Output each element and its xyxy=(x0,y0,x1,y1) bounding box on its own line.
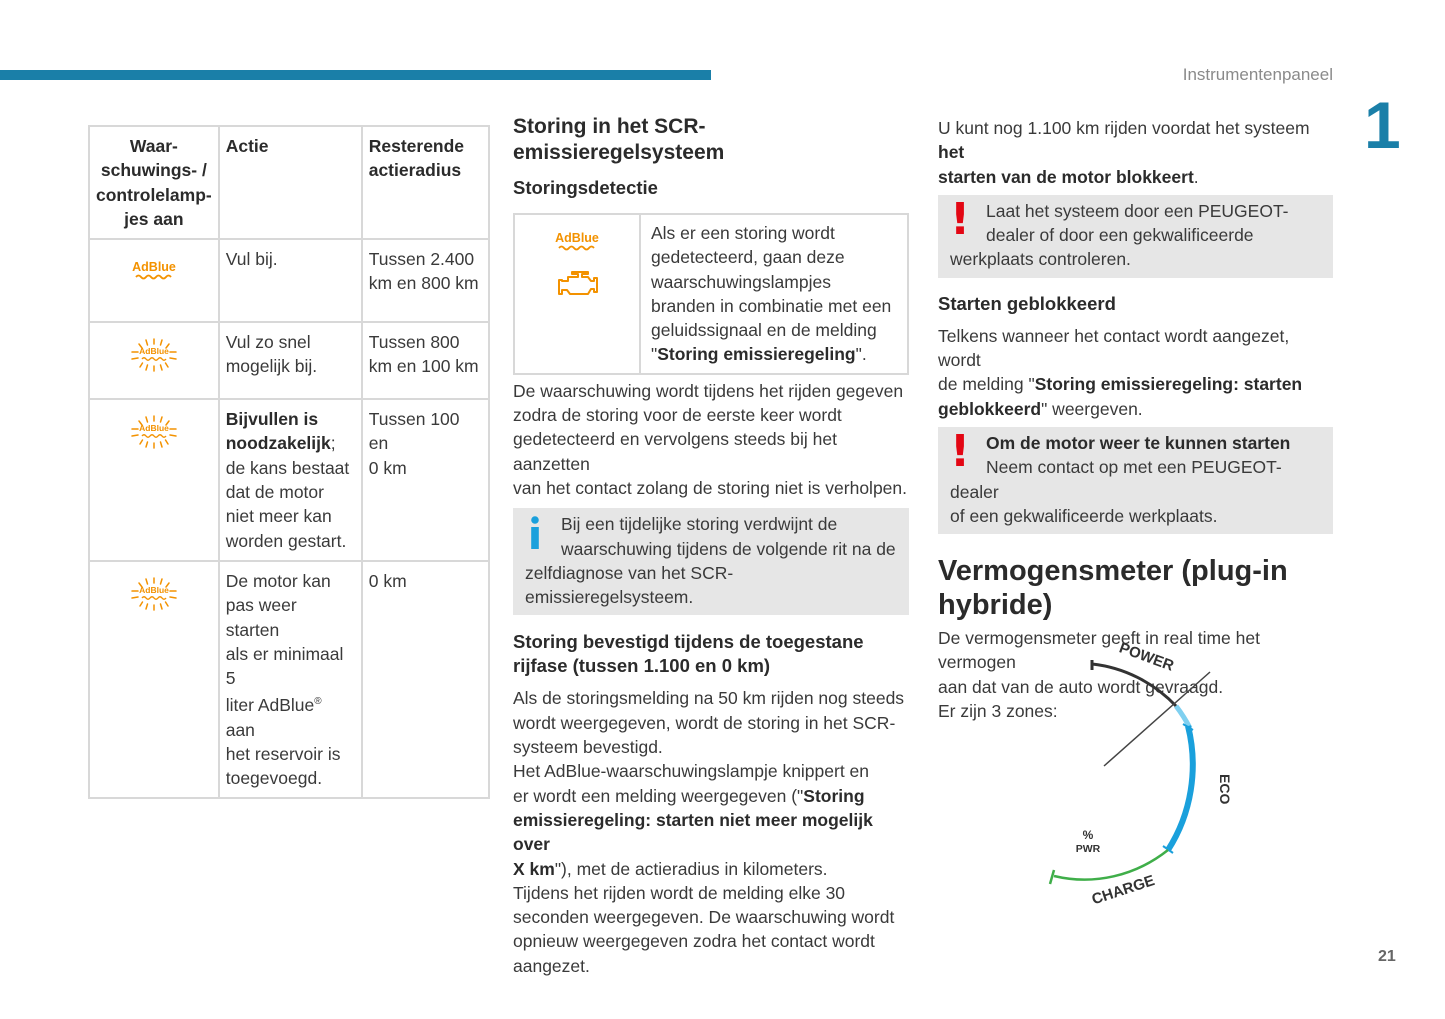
header-lamp-line: jes aan xyxy=(124,208,184,229)
text-line: Telkens wanneer het contact wordt aangezet, wordt xyxy=(938,325,1290,371)
action-line: de kans bestaat xyxy=(225,457,350,478)
range-line: km en 800 km xyxy=(368,273,479,294)
note-line: of een gekwalificeerde werkplaats. xyxy=(950,505,1218,526)
header-action: Actie xyxy=(219,126,362,239)
text-bold: geblokkeerd xyxy=(938,398,1042,419)
text-line: Er zijn 3 zones: xyxy=(938,701,1058,722)
adblue-label: AdBlue xyxy=(131,260,176,275)
intro-paragraph xyxy=(938,116,1334,189)
detection-line: gedetecteerd, gaan deze xyxy=(651,247,845,268)
action-line: De motor kan xyxy=(225,570,331,591)
blocked-heading: Starten geblokkeerd xyxy=(938,292,1116,314)
action-line: toegevoegd. xyxy=(225,768,323,789)
detection-table xyxy=(513,213,909,375)
adblue-label: AdBlue xyxy=(138,423,169,434)
header-range-line: actieradius xyxy=(368,160,462,181)
range-cell xyxy=(362,322,489,399)
text-span: de melding " xyxy=(938,374,1035,395)
detection-icons xyxy=(514,214,640,374)
adblue-flashing-icon xyxy=(89,399,219,561)
text-line: aan dat van de auto wordt gevraagd. xyxy=(938,676,1224,697)
text-line: aangezet. xyxy=(513,955,590,976)
action-line: worden gestart. xyxy=(225,530,347,551)
detection-message: Storing emissieregeling xyxy=(657,344,856,365)
detection-heading: Storingsdetectie xyxy=(513,177,658,198)
action-line: Vul zo snel xyxy=(225,332,311,353)
warning-paragraph xyxy=(513,379,913,500)
chapter-number: 1 xyxy=(1364,88,1401,162)
text-line: opnieuw weergegeven zodra het contact wordt xyxy=(513,931,875,952)
text-span: "), met de actieradius in kilometers. xyxy=(554,858,828,879)
text-line: De vermogensmeter geeft in real time het vermogen xyxy=(938,628,1260,673)
gauge-label-percent: % xyxy=(1082,828,1094,842)
quote: ". xyxy=(855,344,867,365)
detection-line: branden in combinatie met een xyxy=(651,295,892,316)
note-line: Laat het systeem door een PEUGEOT- xyxy=(986,200,1289,221)
text-line: Het AdBlue-waarschuwingslampje knippert en xyxy=(513,761,870,782)
text-bold: Storing xyxy=(803,785,865,806)
range-line: Tussen 800 xyxy=(368,332,460,353)
action-bold-line: noodzakelijk xyxy=(225,433,331,454)
action-line: mogelijk bij. xyxy=(225,356,318,377)
text-line: De waarschuwing wordt tijdens het rijden gegeven xyxy=(513,380,904,401)
adblue-flashing-icon xyxy=(89,322,219,399)
note-line: Neem contact op met een PEUGEOT-dealer xyxy=(950,457,1282,502)
text-line: zodra de storing voor de eerste keer wordt xyxy=(513,405,842,426)
adblue-label: AdBlue xyxy=(138,584,169,595)
warning-exclamation-icon: ! xyxy=(950,193,971,245)
text-span: U kunt nog 1.100 km rijden voordat het systeem xyxy=(938,118,1310,138)
table-row xyxy=(89,399,489,561)
adblue-label: AdBlue xyxy=(555,231,599,245)
range-cell: 0 km xyxy=(362,561,489,799)
gauge-label-pwr: PWR xyxy=(1075,843,1101,855)
note-line: werkplaats controleren. xyxy=(950,249,1131,270)
gauge-label-power: POWER xyxy=(1116,639,1177,675)
range-line: km en 100 km xyxy=(368,356,479,377)
action-line: niet meer kan xyxy=(225,506,332,527)
header-lamp-line: schuwings- / xyxy=(100,160,207,181)
text-span: . xyxy=(1193,166,1199,187)
middle-column xyxy=(513,114,913,978)
gauge-eco-arc xyxy=(1168,726,1193,850)
range-line: 0 km xyxy=(368,457,407,478)
range-cell xyxy=(362,239,489,322)
power-meter-gauge xyxy=(1040,639,1233,909)
table-row xyxy=(89,561,489,799)
table-header-row xyxy=(89,126,489,239)
warning-note-1 xyxy=(938,195,1333,278)
warning-exclamation-icon: ! xyxy=(950,425,971,477)
title-line: Vermogensmeter (plug-in xyxy=(938,555,1288,588)
action-line: pas weer starten xyxy=(225,595,297,640)
adblue-icon xyxy=(553,231,601,253)
header-lamp-line: Waar- xyxy=(129,136,178,156)
action-cell xyxy=(219,561,362,799)
action-cell: Vul bij. xyxy=(219,239,362,322)
text-line: Tijdens het rijden wordt de melding elke 30 xyxy=(513,882,846,903)
action-bold-line: Bijvullen is xyxy=(225,409,319,430)
note-line: zelfdiagnose van het SCR-emissieregelsysteem. xyxy=(525,562,734,608)
adblue-flashing-icon xyxy=(89,561,219,799)
header-lamp-line: controlelamp- xyxy=(96,184,212,205)
warning-note-2 xyxy=(938,427,1333,534)
page-number: 21 xyxy=(1378,948,1396,965)
heading-line: Storing bevestigd tijdens de toegestane xyxy=(513,631,864,653)
gauge-label-eco: ECO xyxy=(1217,774,1233,805)
range-line: Tussen 2.400 xyxy=(368,249,475,270)
action-punct: ; xyxy=(330,433,336,454)
text-bold: Storing emissieregeling: starten xyxy=(1034,374,1303,395)
gauge-label-charge: CHARGE xyxy=(1089,872,1157,909)
right-column xyxy=(938,116,1334,723)
quote: " xyxy=(651,344,658,365)
action-text: aan xyxy=(225,719,255,740)
text-line: gedetecteerd en vervolgens steeds bij het aanzetten xyxy=(513,429,837,474)
detection-line: Als er een storing wordt xyxy=(651,223,835,243)
action-line: het reservoir is xyxy=(225,743,341,764)
header-accent-bar xyxy=(0,70,711,80)
note-bold: Om de motor weer te kunnen starten xyxy=(986,432,1291,453)
section-title: Instrumentenpaneel xyxy=(1182,65,1333,84)
header-range xyxy=(362,126,489,239)
power-meter-title xyxy=(938,554,1334,622)
range-table xyxy=(88,125,490,799)
note-line: dealer of door een gekwalificeerde xyxy=(986,225,1254,246)
scr-title: Storing in het SCR-emissieregelsysteem xyxy=(513,115,725,164)
detection-line: geluidssignaal en de melding xyxy=(651,320,877,341)
heading-line: rijfase (tussen 1.100 en 0 km) xyxy=(513,655,771,677)
text-span: er wordt een melding weergegeven (" xyxy=(513,785,804,806)
text-line: Als de storingsmelding na 50 km rijden nog steeds xyxy=(513,688,905,709)
action-text: liter AdBlue xyxy=(225,695,315,716)
table-row xyxy=(89,239,489,322)
text-line: systeem bevestigd. xyxy=(513,737,663,758)
info-note xyxy=(513,508,909,615)
note-line: Bij een tijdelijke storing verdwijnt de xyxy=(561,514,838,535)
engine-check-icon xyxy=(554,269,600,303)
action-line: als er minimaal 5 xyxy=(225,643,344,689)
detection-line: waarschuwingslampjes xyxy=(651,271,831,292)
action-cell xyxy=(219,399,362,561)
action-cell xyxy=(219,322,362,399)
header-range-line: Resterende xyxy=(368,136,465,156)
confirmed-paragraph xyxy=(513,686,913,978)
adblue-label: AdBlue xyxy=(138,346,169,357)
text-bold: starten van de motor blokkeert xyxy=(938,166,1194,187)
text-line: wordt weergegeven, wordt de storing in het SCR- xyxy=(513,712,896,733)
table-row xyxy=(89,322,489,399)
note-line: waarschuwing tijdens de volgende rit na de xyxy=(561,538,896,559)
range-cell xyxy=(362,399,489,561)
detection-text xyxy=(640,214,908,374)
text-bold: X km xyxy=(513,858,555,879)
text-line: seconden weergegeven. De waarschuwing wordt xyxy=(513,907,895,928)
info-icon xyxy=(525,512,555,556)
action-line: dat de motor xyxy=(225,482,324,503)
text-bold: emissieregeling: starten niet meer mogelijk over xyxy=(513,809,873,855)
adblue-icon xyxy=(89,239,219,322)
text-span: " weergeven. xyxy=(1041,398,1143,419)
title-line: hybride) xyxy=(938,589,1053,622)
header-lamp xyxy=(89,126,219,239)
text-bold: het xyxy=(938,142,965,163)
registered-mark: ® xyxy=(314,696,322,708)
range-line: Tussen 100 en xyxy=(368,409,460,454)
confirmed-heading xyxy=(513,630,913,678)
text-line: van het contact zolang de storing niet is verholpen. xyxy=(513,477,907,498)
blocked-paragraph xyxy=(938,324,1334,421)
